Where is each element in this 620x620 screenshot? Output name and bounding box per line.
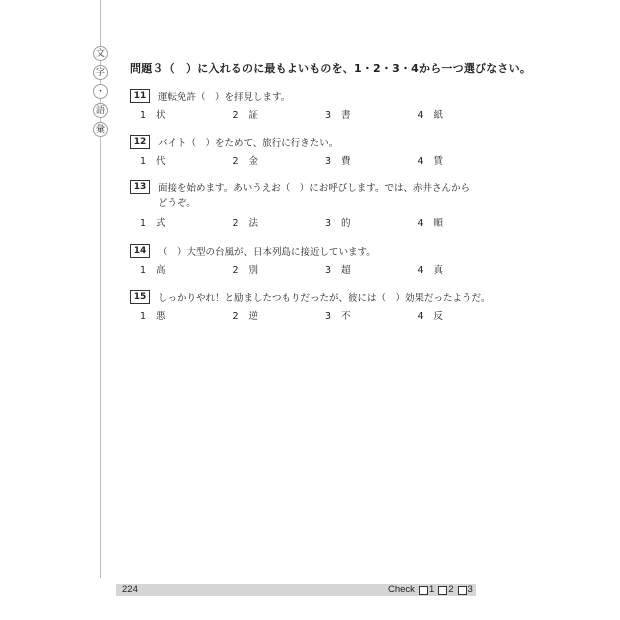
option-1[interactable]: 1 悪: [140, 311, 166, 322]
section-tab: [93, 46, 108, 141]
question-text: （ ）大型の台風が、日本列島に接近しています。: [158, 246, 376, 258]
option-2[interactable]: 2 別: [232, 265, 259, 276]
option-2[interactable]: 2 金: [232, 156, 259, 167]
checkbox-icon: [438, 586, 447, 595]
question-12: [130, 133, 510, 170]
question-number: 12: [130, 135, 150, 149]
check-label: Check: [388, 584, 415, 595]
option-1[interactable]: 1 式: [140, 218, 166, 229]
option-3[interactable]: 3 費: [325, 156, 351, 167]
answer-options: [130, 259, 510, 279]
option-4[interactable]: 4 順: [417, 218, 444, 229]
question-number: 11: [130, 89, 150, 103]
option-1[interactable]: 1 状: [140, 110, 166, 121]
option-3[interactable]: 3 的: [325, 218, 351, 229]
section-tab-char: ・: [93, 84, 108, 99]
question-number: 13: [130, 180, 150, 194]
question-text: バイト（ ）をためて、旅行に行きたい。: [158, 137, 339, 149]
option-4[interactable]: 4 紙: [417, 110, 444, 121]
question-number: 14: [130, 244, 150, 258]
question-13: [130, 178, 510, 232]
answer-options: [130, 104, 510, 124]
option-2[interactable]: 2 逆: [232, 311, 259, 322]
question-text-continued: どうぞ。: [158, 198, 196, 209]
question-15: [130, 288, 510, 325]
option-3[interactable]: 3 書: [325, 110, 351, 121]
question-text: しっかりやれ！と励ましたつもりだったが、彼には（ ）効果だったようだ。: [158, 292, 491, 304]
section-tab-char: 彙: [93, 122, 108, 137]
question-text: 運転免許（ ）を拝見します。: [158, 91, 291, 103]
option-4[interactable]: 4 賃: [417, 156, 444, 167]
section-tab-char: 文: [93, 46, 108, 61]
problem-heading: 問題３（ ）に入れるのに最もよいものを、1・2・3・4から一つ選びなさい。: [130, 62, 532, 75]
option-3[interactable]: 3 超: [325, 265, 351, 276]
option-4[interactable]: 4 真: [417, 265, 444, 276]
checkbox-icon: [419, 586, 428, 595]
check-group: [388, 584, 477, 596]
option-3[interactable]: 3 不: [325, 311, 351, 322]
check-box-1[interactable]: 1: [419, 584, 434, 596]
question-text: 面接を始めます。あいうえお（ ）にお呼びします。では、赤井さんから: [158, 182, 470, 194]
option-4[interactable]: 4 反: [417, 311, 444, 322]
option-2[interactable]: 2 証: [232, 110, 259, 121]
option-2[interactable]: 2 法: [232, 218, 259, 229]
section-tab-char: 語: [93, 103, 108, 118]
question-number: 15: [130, 290, 150, 304]
question-14: [130, 242, 510, 279]
option-1[interactable]: 1 高: [140, 265, 166, 276]
option-1[interactable]: 1 代: [140, 156, 166, 167]
section-tab-char: 字: [93, 65, 108, 80]
answer-options: [130, 212, 510, 232]
page-number: 224: [122, 584, 138, 595]
check-box-3[interactable]: 3: [458, 584, 473, 596]
answer-options: [130, 305, 510, 325]
check-box-2[interactable]: 2: [438, 584, 453, 596]
question-11: [130, 87, 510, 124]
checkbox-icon: [458, 586, 467, 595]
answer-options: [130, 150, 510, 170]
